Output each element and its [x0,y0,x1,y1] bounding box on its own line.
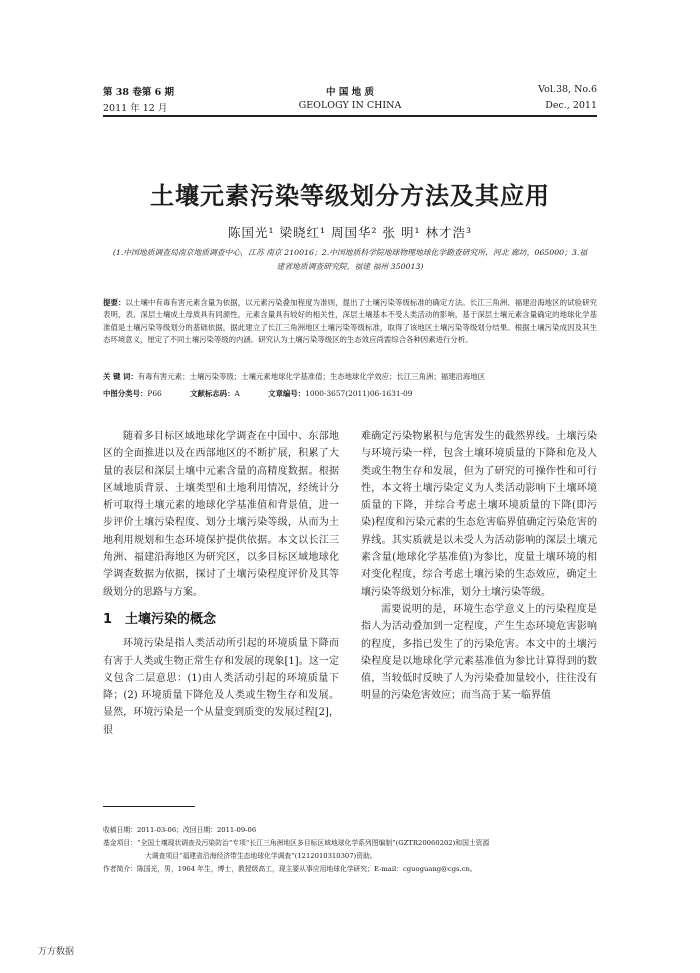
affiliations: (1.中国地质调查局南京地质调查中心，江苏 南京 210016；2.中国地质科学院地球物理地球化学勘查研究所，河北 廊坊，065000；3.福建省地质调查研究院，福建 福州 350013) [112,248,588,271]
left-column [103,428,339,739]
clc-value: P66 [147,389,162,398]
abstract-text: 以土壤中有毒有害元素含量为依据，以元素污染叠加程度为准则，提出了土壤污染等级标准的确定方法。长江三角洲、福建沿海地区的试验研究表明，表、深层土壤成土母质具有同源性，元素含量具有较好的相关性，深层土壤基本不受人类活动的影响，基于深层土壤元素含量确定的地球化学基准值是土壤污染等级划分的基础依据，据此建立了长江三角洲地区土壤污染等级标准，取得了该地区土壤污染等级划分结果。根据土壤污染成因及其生态环境意义，厘定了不同土壤污染等级的内涵。研究认为土壤污染等级区的生态效应尚需综合各种因素进行分析。 [103,298,597,344]
right-paragraph-1: 难确定污染物累积与危害发生的截然界线。土壤污染与环境污染一样，包含土壤环境质量的下降和危及人类或生物生存和发展，但为了研究的可操作性和可行性，本文将土壤污染定义为人类活动影响下土壤环境质量的下降，并综合考虑土壤环境质量的下降(即污染)程度和污染元素的生态危害临界值确定污染危害的界线。其实质就是以未受人为活动影响的深层土壤元素含量(地球化学基准值)为参比，度量土壤环境的相对变化程度，综合考虑土壤污染的生态效应，确定土壤污染等级划分标准，划分土壤污染等级。 [361,431,597,598]
section-1-paragraph: 环境污染是指人类活动所引起的环境质量下降而有害于人类或生物正常生存和发展的现象[1]。这一定义包含二层意思：(1)由人类活动引起的环境质量下降；(2) 环境质量下降危及人类或生物生存和发展。显然，环境污染是一个从量变到质变的发展过程[2]，很 [103,638,339,736]
date-en: Dec., 2011 [545,100,597,111]
wanfang-watermark: 万方数据 [38,947,75,957]
date-cn: 2011 年 12 月 [103,103,168,114]
clc-label: 中图分类号： [103,389,148,398]
funding-note: 基金项目：“全国土壤现状调查及污染防治”专项“长江三角洲地区多目标区域地球化学系列图编制”(GZTR20060202)和国土资源 [103,839,490,847]
intro-paragraph: 随着多目标区域地球化学调查在中国中、东部地区的全面推进以及在西部地区的不断扩展，积累了大量的表层和深层土壤中元素含量的高精度数据。根据区域地质背景、土壤类型和土地利用情况，经统计分析可取得土壤元素的地球化学基准值和背景值，进一步评价土壤污染程度、划分土壤污染等级，从而为土地利用规划和生态环境保护提供依据。本文以长江三角洲、福建沿海地区为研究区，以多目标区域地球化学调查数据为依据，探讨了土壤污染程度评价及其等级划分的思路与方案。 [103,431,339,598]
received-date: 收稿日期：2011-03-06；改回日期：2011-09-06 [103,826,257,834]
footnote-rule [103,806,195,807]
keywords [103,371,485,382]
author-bio: 作者简介：陈国光，男，1964 年生，博士，教授级高工，现主要从事应用地球化学研究；E-mail：cguoguang@cgs.cn。 [103,865,477,873]
keywords-label: 关 键 词： [103,372,138,381]
journal-name-cn: 中 国 地 质 [326,87,374,98]
doc-code-label: 文献标志码： [190,389,235,398]
classification [103,388,412,399]
right-paragraph-2: 需要说明的是，环境生态学意义上的污染程度是指人为活动叠加到一定程度，产生生态环境危害影响的程度，多指已发生了的污染危害。本文中的土壤污染程度是以地球化学元素基准值为参比计算得到的数值，当较低时反映了人为污染叠加量较小，往往没有明显的污染危害效应；而当高于某一临界值 [361,603,597,702]
right-column [361,428,597,705]
footnotes [103,824,603,876]
keywords-text: 有毒有害元素；土壤污染等级；土壤元素地球化学基准值；生态地球化学效应；长江三角洲；福建沿海地区 [137,372,486,381]
section-1-heading: 1 土壤污染的概念 [103,611,217,627]
volume-issue-en: Vol.38, No.6 [538,84,597,95]
doc-code-value: A [234,389,240,398]
author-list: 陈国光¹ 梁晓红¹ 周国华² 张 明¹ 林才浩³ [228,225,472,240]
article-number-value: 1000-3657(2011)06-1631-09 [305,389,413,398]
article-number-label: 文章编号： [268,389,306,398]
volume-issue-cn: 第 38 卷第 6 期 [103,87,175,98]
paper-title: 土壤元素污染等级划分方法及其应用 [150,182,550,210]
abstract-label: 提要： [103,298,126,307]
abstract [103,297,597,346]
header-rule [103,115,597,117]
funding-note-continued: 大调查项目“福建省沿海经济带生态地球化学调查”(1212010310307)资助。 [145,852,377,860]
journal-name-en: GEOLOGY IN CHINA [298,100,402,111]
